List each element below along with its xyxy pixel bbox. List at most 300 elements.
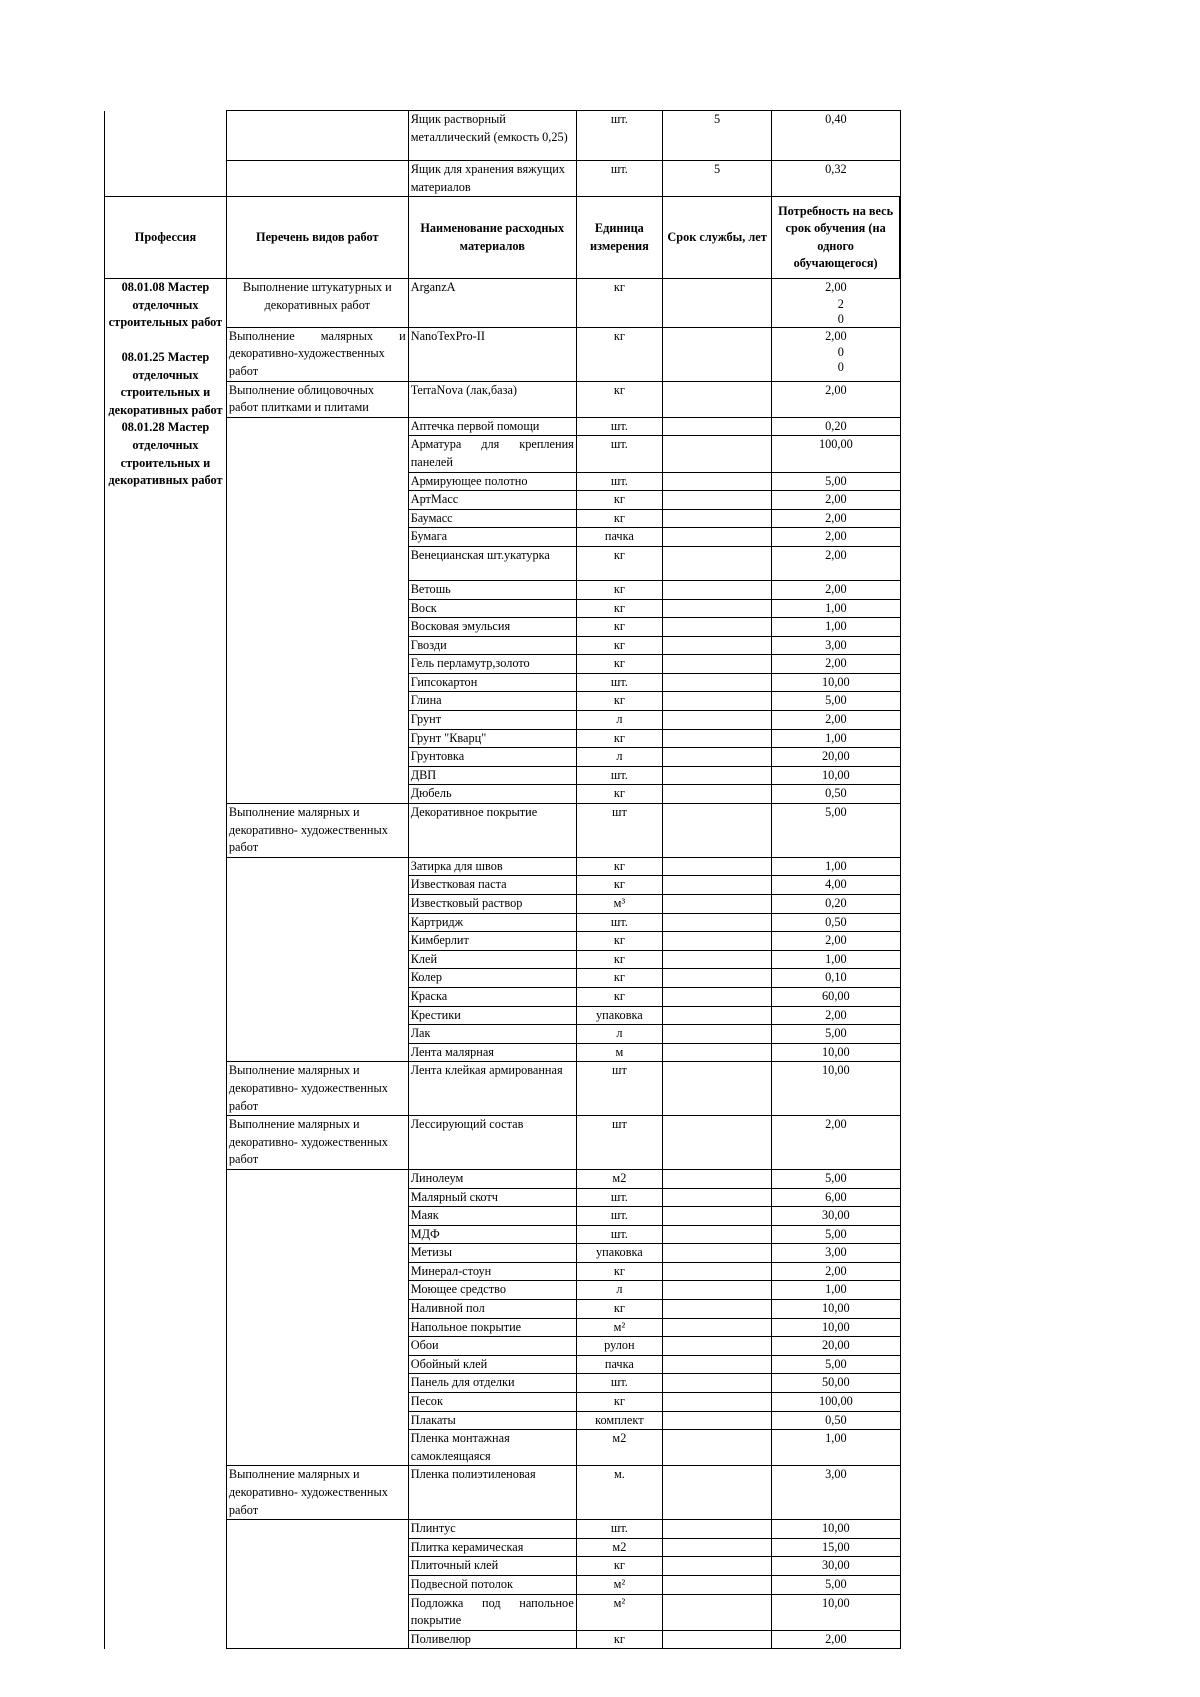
- unit-cell: кг: [576, 987, 662, 1006]
- term-cell: [662, 1466, 771, 1520]
- quantity-value: 1,00: [825, 600, 847, 615]
- quantity-cell: [772, 1300, 900, 1319]
- quantity-value: 5,00: [825, 693, 847, 708]
- material-cell: Воск: [408, 599, 576, 618]
- quantity-cell: [772, 1262, 900, 1281]
- term-cell: [662, 1393, 771, 1412]
- term-cell: [662, 1374, 771, 1393]
- quantity-cell: [772, 987, 900, 1006]
- term-cell: [662, 472, 771, 491]
- quantity-value: 10,00: [822, 674, 850, 689]
- quantity-cell: [772, 1411, 900, 1430]
- unit-cell: рулон: [576, 1337, 662, 1356]
- term-cell: [662, 436, 771, 472]
- quantity-cell: [772, 381, 900, 417]
- quantity-cell: [772, 876, 900, 895]
- material-cell: Глина: [408, 692, 576, 711]
- unit-cell: м2: [576, 1538, 662, 1557]
- stray-digit: 0: [837, 345, 844, 360]
- term-cell: [662, 1355, 771, 1374]
- material-cell: Поливелюр: [408, 1630, 576, 1649]
- term-cell: [662, 748, 771, 767]
- material-cell: Затирка для швов: [408, 857, 576, 876]
- quantity-cell: 0,40: [772, 111, 900, 161]
- quantity-value: 2,00: [825, 529, 847, 544]
- term-cell: [662, 618, 771, 637]
- quantity-cell: [772, 804, 900, 858]
- term-cell: [662, 1188, 771, 1207]
- quantity-cell: [772, 279, 900, 328]
- quantity-value: 2,00: [825, 492, 847, 507]
- term-cell: [662, 1225, 771, 1244]
- quantity-cell: [772, 895, 900, 914]
- unit-cell: кг: [576, 580, 662, 599]
- term-cell: [662, 580, 771, 599]
- term-cell: [662, 932, 771, 951]
- unit-cell: шт: [576, 1116, 662, 1170]
- material-cell: Баумасс: [408, 509, 576, 528]
- term-cell: [662, 546, 771, 580]
- material-cell: Арматура для крепления панелей: [408, 436, 576, 472]
- quantity-cell: [772, 1630, 900, 1649]
- work-type-cell: Выполнение малярных и декоративно- художественных работ: [226, 1466, 408, 1520]
- work-type-cell: Выполнение малярных и декоративно- художественных работ: [226, 1116, 408, 1170]
- quantity-cell: [772, 436, 900, 472]
- unit-cell: шт.: [576, 1520, 662, 1539]
- term-cell: [662, 655, 771, 674]
- work-type-cell: [226, 111, 408, 161]
- quantity-cell: [772, 1466, 900, 1520]
- quantity-cell: [772, 618, 900, 637]
- material-cell: Известковая паста: [408, 876, 576, 895]
- material-cell: Минерал-стоун: [408, 1262, 576, 1281]
- term-cell: 5: [662, 161, 771, 197]
- profession-cell: [105, 279, 227, 1649]
- quantity-value: 2,00: [825, 328, 847, 343]
- work-type-cell: Выполнение малярных и декоративно-художественных работ: [226, 327, 408, 381]
- term-cell: [662, 969, 771, 988]
- quantity-value: 10,00: [822, 1063, 850, 1078]
- unit-cell: кг: [576, 618, 662, 637]
- unit-cell: шт.: [576, 1188, 662, 1207]
- table-row: [105, 111, 901, 161]
- unit-cell: кг: [576, 546, 662, 580]
- unit-cell: кг: [576, 950, 662, 969]
- material-cell: Краска: [408, 987, 576, 1006]
- term-cell: [662, 950, 771, 969]
- quantity-cell: [772, 1207, 900, 1226]
- unit-cell: пачка: [576, 1355, 662, 1374]
- quantity-value: 5,00: [825, 805, 847, 820]
- quantity-value: 0,50: [825, 1412, 847, 1427]
- work-type-cell: Выполнение штукатурных и декоративных работ: [226, 279, 408, 328]
- term-cell: [662, 1630, 771, 1649]
- material-cell: Плакаты: [408, 1411, 576, 1430]
- quantity-value: 0,20: [825, 418, 847, 433]
- term-cell: 5: [662, 111, 771, 161]
- quantity-value: 15,00: [822, 1539, 850, 1554]
- term-cell: [662, 711, 771, 730]
- unit-cell: л: [576, 748, 662, 767]
- quantity-value: 1,00: [825, 1282, 847, 1297]
- quantity-value: 10,00: [822, 1595, 850, 1610]
- quantity-cell: [772, 673, 900, 692]
- quantity-value: 2,00: [825, 547, 847, 562]
- quantity-header: Потребность на весь срок обучения (на одного обучающегося): [772, 197, 900, 279]
- quantity-value: 1,00: [825, 730, 847, 745]
- quantity-cell: [772, 1430, 900, 1466]
- quantity-value: 0,20: [825, 896, 847, 910]
- unit-cell: кг: [576, 381, 662, 417]
- material-cell: Панель для отделки: [408, 1374, 576, 1393]
- term-cell: [662, 785, 771, 804]
- term-cell: [662, 509, 771, 528]
- term-cell: [662, 729, 771, 748]
- term-cell: [662, 766, 771, 785]
- quantity-cell: [772, 472, 900, 491]
- quantity-value: 1,00: [825, 1431, 847, 1446]
- quantity-cell: [772, 509, 900, 528]
- term-cell: [662, 1520, 771, 1539]
- term-cell: [662, 692, 771, 711]
- unit-cell: шт.: [576, 673, 662, 692]
- term-cell: [662, 491, 771, 510]
- profession-name: 08.01.08 Мастер отделочных строительных работ: [108, 280, 223, 330]
- term-cell: [662, 804, 771, 858]
- material-cell: Дюбель: [408, 785, 576, 804]
- material-cell: Ящик для хранения вяжущих материалов: [408, 161, 576, 197]
- quantity-value: 3,00: [825, 637, 847, 652]
- header-row: [105, 197, 901, 279]
- unit-cell: кг: [576, 655, 662, 674]
- quantity-cell: [772, 599, 900, 618]
- unit-cell: кг: [576, 279, 662, 328]
- term-cell: [662, 1025, 771, 1044]
- materials-table: [104, 110, 901, 1649]
- quantity-value: 4,00: [825, 877, 847, 892]
- quantity-cell: [772, 1244, 900, 1263]
- material-cell: Грунтовка: [408, 748, 576, 767]
- material-cell: Подложка под напольное покрытие: [408, 1594, 576, 1630]
- quantity-value: 0,10: [825, 970, 847, 985]
- term-cell: [662, 876, 771, 895]
- unit-cell: кг: [576, 692, 662, 711]
- work-type-cell-empty: [226, 1520, 408, 1649]
- quantity-cell: [772, 1116, 900, 1170]
- quantity-value: 100,00: [818, 437, 853, 452]
- quantity-cell: [772, 1374, 900, 1393]
- material-cell: Моющее средство: [408, 1281, 576, 1300]
- quantity-cell: [772, 491, 900, 510]
- quantity-cell: [772, 1575, 900, 1594]
- quantity-cell: [772, 785, 900, 804]
- material-cell: Гвозди: [408, 636, 576, 655]
- unit-cell: шт.: [576, 913, 662, 932]
- term-cell: [662, 1207, 771, 1226]
- quantity-cell: [772, 857, 900, 876]
- material-cell: Ящик растворный металлический (емкость 0,25): [408, 111, 576, 161]
- work-types-header: Перечень видов работ: [226, 197, 408, 279]
- quantity-value: 2,00: [825, 712, 847, 727]
- quantity-cell: [772, 932, 900, 951]
- term-cell: [662, 1116, 771, 1170]
- term-cell: [662, 279, 771, 328]
- material-cell: ArganzA: [408, 279, 576, 328]
- unit-cell: шт.: [576, 472, 662, 491]
- unit-cell: шт: [576, 804, 662, 858]
- material-cell: Метизы: [408, 1244, 576, 1263]
- material-cell: Грунт: [408, 711, 576, 730]
- quantity-cell: [772, 580, 900, 599]
- unit-cell: шт.: [576, 766, 662, 785]
- quantity-cell: 0,32: [772, 161, 900, 197]
- quantity-cell: [772, 711, 900, 730]
- quantity-value: 5,00: [825, 1226, 847, 1241]
- term-cell: [662, 636, 771, 655]
- quantity-value: 0,50: [825, 914, 847, 929]
- unit-cell: кг: [576, 491, 662, 510]
- quantity-cell: [772, 913, 900, 932]
- table-row: [105, 279, 901, 328]
- term-cell: [662, 381, 771, 417]
- quantity-value: 1,00: [825, 951, 847, 966]
- unit-cell: м³: [576, 895, 662, 914]
- work-type-cell: [226, 161, 408, 197]
- material-cell: Пленка монтажная самоклеящаяся: [408, 1430, 576, 1466]
- material-cell: Венецианская шт.укатурка: [408, 546, 576, 580]
- quantity-cell: [772, 327, 900, 381]
- quantity-cell: [772, 969, 900, 988]
- unit-cell: упаковка: [576, 1006, 662, 1025]
- material-cell: Восковая эмульсия: [408, 618, 576, 637]
- material-cell: Плиточный клей: [408, 1557, 576, 1576]
- unit-cell: кг: [576, 729, 662, 748]
- spacer: [107, 332, 224, 349]
- quantity-cell: [772, 1538, 900, 1557]
- term-cell: [662, 895, 771, 914]
- unit-cell: кг: [576, 636, 662, 655]
- material-cell: Обои: [408, 1337, 576, 1356]
- work-type-cell: Выполнение малярных и декоративно- художественных работ: [226, 1062, 408, 1116]
- term-cell: [662, 1538, 771, 1557]
- unit-cell: м2: [576, 1169, 662, 1188]
- unit-cell: м²: [576, 1594, 662, 1630]
- term-cell: [662, 857, 771, 876]
- material-cell: Маяк: [408, 1207, 576, 1226]
- quantity-cell: [772, 766, 900, 785]
- quantity-cell: [772, 1355, 900, 1374]
- term-cell: [662, 327, 771, 381]
- unit-cell: кг: [576, 857, 662, 876]
- quantity-value: 10,00: [822, 1319, 850, 1334]
- unit-cell: кг: [576, 1630, 662, 1649]
- term-cell: [662, 1575, 771, 1594]
- material-cell: Гипсокартон: [408, 673, 576, 692]
- quantity-cell: [772, 636, 900, 655]
- quantity-cell: [772, 1318, 900, 1337]
- material-cell: Клей: [408, 950, 576, 969]
- term-cell: [662, 1043, 771, 1062]
- unit-cell: м²: [576, 1318, 662, 1337]
- quantity-cell: [772, 692, 900, 711]
- unit-cell: м.: [576, 1466, 662, 1520]
- quantity-cell: [772, 546, 900, 580]
- unit-cell: м²: [576, 1575, 662, 1594]
- unit-cell: шт.: [576, 417, 662, 436]
- material-cell: Линолеум: [408, 1169, 576, 1188]
- unit-cell: комплект: [576, 1411, 662, 1430]
- unit-cell: кг: [576, 1262, 662, 1281]
- quantity-value: 30,00: [822, 1558, 850, 1573]
- term-cell: [662, 673, 771, 692]
- quantity-cell: [772, 748, 900, 767]
- work-type-cell-empty: [226, 417, 408, 803]
- unit-cell: м: [576, 1043, 662, 1062]
- term-cell: [662, 1262, 771, 1281]
- quantity-cell: [772, 1062, 900, 1116]
- quantity-value: 60,00: [822, 988, 850, 1003]
- quantity-value: 5,00: [825, 1170, 847, 1185]
- term-cell: [662, 1300, 771, 1319]
- quantity-cell: [772, 950, 900, 969]
- term-cell: [662, 1411, 771, 1430]
- quantity-value: 3,00: [825, 1245, 847, 1260]
- quantity-value: 2,00: [825, 933, 847, 948]
- profession-name: 08.01.25 Мастер отделочных строительных и декоративных работ: [108, 349, 223, 417]
- quantity-cell: [772, 1225, 900, 1244]
- quantity-value: 5,00: [825, 1356, 847, 1371]
- unit-cell: кг: [576, 1393, 662, 1412]
- unit-cell: л: [576, 711, 662, 730]
- unit-cell: шт.: [576, 1374, 662, 1393]
- material-cell: Бумага: [408, 528, 576, 547]
- profession-header: Профессия: [105, 197, 227, 279]
- service-life-header: Срок службы, лет: [662, 197, 771, 279]
- profession-cell-empty: [105, 111, 227, 197]
- work-type-cell-empty: [226, 1169, 408, 1466]
- quantity-cell: [772, 729, 900, 748]
- stray-digit: 0: [837, 311, 844, 326]
- work-type-cell: Выполнение облицовочных работ плитками и плитами: [226, 381, 408, 417]
- quantity-cell: [772, 1337, 900, 1356]
- quantity-cell: [772, 1520, 900, 1539]
- material-cell: АртМасс: [408, 491, 576, 510]
- quantity-cell: [772, 1043, 900, 1062]
- quantity-value: 6,00: [825, 1189, 847, 1204]
- term-cell: [662, 1430, 771, 1466]
- unit-cell: пачка: [576, 528, 662, 547]
- work-type-cell-empty: [226, 857, 408, 1062]
- quantity-value: 20,00: [822, 749, 850, 764]
- quantity-cell: [772, 1006, 900, 1025]
- unit-cell: л: [576, 1281, 662, 1300]
- term-cell: [662, 1062, 771, 1116]
- material-cell: Плитка керамическая: [408, 1538, 576, 1557]
- material-cell: Песок: [408, 1393, 576, 1412]
- material-cell: МДФ: [408, 1225, 576, 1244]
- stray-digit: 0: [837, 360, 844, 375]
- term-cell: [662, 1318, 771, 1337]
- material-cell: Лессирующий состав: [408, 1116, 576, 1170]
- quantity-value: 2,00: [825, 1007, 847, 1022]
- term-cell: [662, 417, 771, 436]
- quantity-cell: [772, 1169, 900, 1188]
- stray-digit: 2: [837, 296, 844, 311]
- quantity-cell: [772, 528, 900, 547]
- unit-cell: кг: [576, 327, 662, 381]
- material-cell: Напольное покрытие: [408, 1318, 576, 1337]
- quantity-value: 30,00: [822, 1208, 850, 1223]
- quantity-value: 2,00: [825, 510, 847, 525]
- unit-cell: л: [576, 1025, 662, 1044]
- quantity-value: 2,00: [825, 581, 847, 596]
- term-cell: [662, 528, 771, 547]
- material-header: Наименование расходных материалов: [408, 197, 576, 279]
- term-cell: [662, 599, 771, 618]
- quantity-value: 2,00: [825, 1631, 847, 1646]
- material-cell: Ветошь: [408, 580, 576, 599]
- quantity-cell: [772, 1281, 900, 1300]
- material-cell: TerraNova (лак,база): [408, 381, 576, 417]
- unit-header: Единица измерения: [576, 197, 662, 279]
- quantity-value: 50,00: [822, 1375, 850, 1390]
- quantity-value: 100,00: [818, 1394, 853, 1409]
- term-cell: [662, 1594, 771, 1630]
- quantity-value: 5,00: [825, 1576, 847, 1591]
- term-cell: [662, 913, 771, 932]
- term-cell: [662, 1006, 771, 1025]
- quantity-value: 3,00: [825, 1467, 847, 1482]
- material-cell: Лак: [408, 1025, 576, 1044]
- quantity-cell: [772, 417, 900, 436]
- material-cell: Известковый раствор: [408, 895, 576, 914]
- quantity-value: 2,00: [825, 280, 847, 295]
- material-cell: Грунт "Кварц": [408, 729, 576, 748]
- term-cell: [662, 1169, 771, 1188]
- quantity-value: 0,50: [825, 786, 847, 801]
- unit-cell: кг: [576, 509, 662, 528]
- work-type-cell: Выполнение малярных и декоративно- художественных работ: [226, 804, 408, 858]
- unit-cell: кг: [576, 1557, 662, 1576]
- quantity-cell: [772, 655, 900, 674]
- quantity-value: 10,00: [822, 1044, 850, 1059]
- unit-cell: кг: [576, 599, 662, 618]
- term-cell: [662, 1337, 771, 1356]
- material-cell: ДВП: [408, 766, 576, 785]
- unit-cell: шт: [576, 1062, 662, 1116]
- quantity-cell: [772, 1188, 900, 1207]
- unit-cell: кг: [576, 785, 662, 804]
- material-cell: Малярный скотч: [408, 1188, 576, 1207]
- unit-cell: шт.: [576, 161, 662, 197]
- material-cell: NanoTexPro-II: [408, 327, 576, 381]
- material-cell: Колер: [408, 969, 576, 988]
- unit-cell: кг: [576, 969, 662, 988]
- material-cell: Лента клейкая армированная: [408, 1062, 576, 1116]
- term-cell: [662, 1557, 771, 1576]
- material-cell: Плинтус: [408, 1520, 576, 1539]
- quantity-cell: [772, 1025, 900, 1044]
- material-cell: Армирующее полотно: [408, 472, 576, 491]
- material-cell: Обойный клей: [408, 1355, 576, 1374]
- unit-cell: шт.: [576, 111, 662, 161]
- quantity-value: 2,00: [825, 1263, 847, 1278]
- material-cell: Пленка полиэтиленовая: [408, 1466, 576, 1520]
- quantity-cell: [772, 1594, 900, 1630]
- material-cell: Гель перламутр,золото: [408, 655, 576, 674]
- quantity-value: 1,00: [825, 619, 847, 634]
- term-cell: [662, 1281, 771, 1300]
